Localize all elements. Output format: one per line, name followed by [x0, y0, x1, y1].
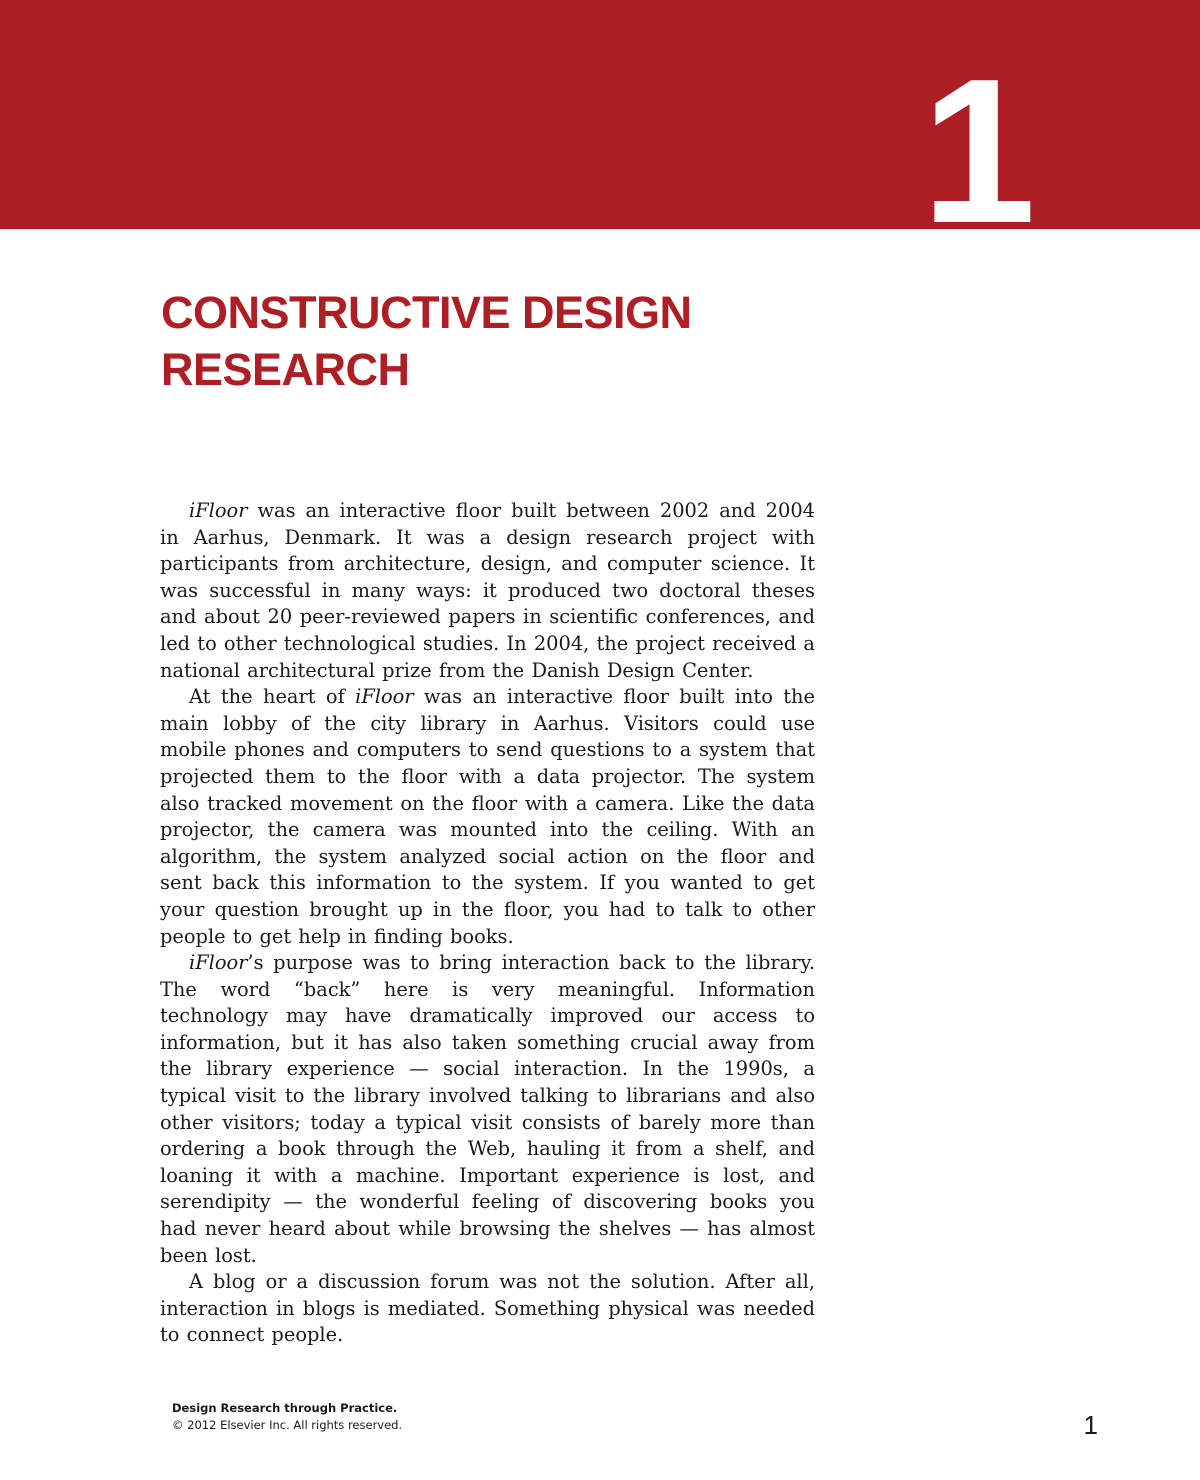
chapter-title-line-2: RESEARCH: [161, 344, 410, 395]
body-text: [160, 498, 815, 1349]
paragraph-2: [160, 684, 815, 950]
copyright-notice: © 2012 Elsevier Inc. All rights reserved.: [172, 1418, 403, 1432]
paragraph-1: [160, 498, 815, 684]
chapter-banner: [0, 0, 1200, 266]
paragraph-4: [160, 1269, 815, 1349]
footer-credit: [172, 1400, 402, 1434]
ifloor-italic: iFloor: [355, 685, 414, 709]
chapter-number: 1: [921, 36, 1032, 266]
paragraph-3-text: ’s purpose was to bring interaction back to the library. The word “back” here is very meaningful. Information technology may have dramatically improved our access to information, but it has also taken something crucial away from the library experience — social interaction. In the 1990s, a typical visit to the library involved talking to librarians and also other visitors; today a typical visit consists of barely more than ordering a book through the Web, hauling it from a shelf, and loaning it with a machine. Important experience is lost, and serendipity — the wonderful feeling of discovering books you had never heard about while browsing the shelves — has almost been lost.: [160, 951, 815, 1267]
ifloor-italic: iFloor: [189, 499, 248, 522]
chapter-title: [161, 284, 721, 398]
page-number: 1: [1083, 1410, 1098, 1440]
chapter-title-line-1: CONSTRUCTIVE DESIGN: [161, 287, 692, 338]
paragraph-2-text: was an interactive floor built into the main lobby of the city library in Aarhus. Visitors could use mobile phones and computers to send questions to a system that projected them to the floor with a data projector. The system also tracked movement on the floor with a camera. Like the data projector, the camera was mounted into the ceiling. With an algorithm, the system analyzed social action on the floor and sent back this information to the system. If you wanted to get your question brought up in the floor, you had to talk to other people to get help in finding books.: [160, 685, 816, 948]
paragraph-1-text: was an interactive floor built between 2002 and 2004 in Aarhus, Denmark. It was a design research project with participants from architecture, design, and computer science. It was successful in many ways: it produced two doctoral theses and about 20 peer-reviewed papers in scientific conferences, and led to other technological studies. In 2004, the project received a national architectural prize from the Danish Design Center.: [160, 499, 815, 682]
paragraph-3: [160, 950, 815, 1269]
ifloor-italic: iFloor: [189, 951, 248, 975]
book-title: Design Research through Practice.: [172, 1401, 398, 1415]
paragraph-4-text: A blog or a discussion forum was not the solution. After all, interaction in blogs is mediated. Something physical was needed to connect people.: [160, 1270, 815, 1347]
paragraph-2-lead: At the heart of: [189, 685, 356, 709]
